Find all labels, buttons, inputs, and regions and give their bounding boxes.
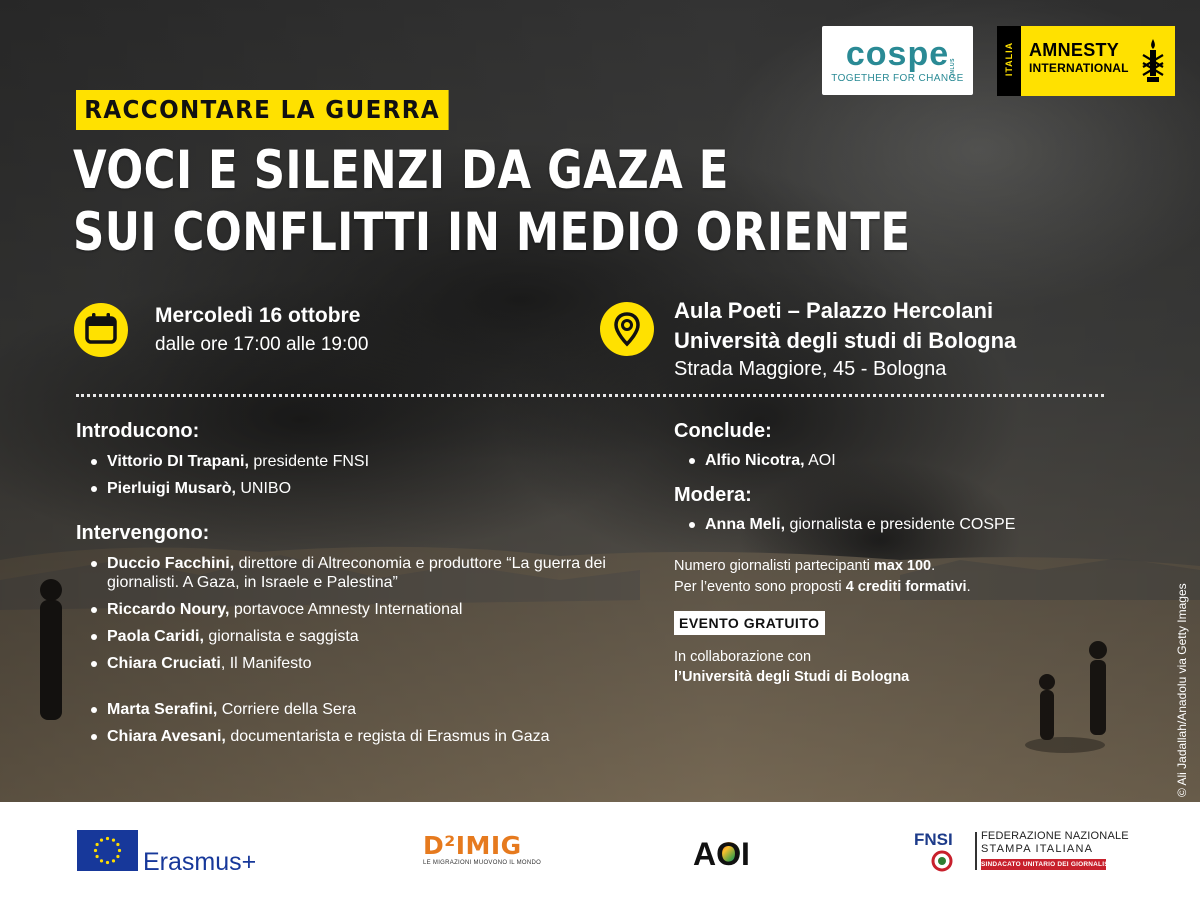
fnsi-emblem-icon xyxy=(930,850,954,872)
aoi-logo xyxy=(691,833,759,873)
list-item xyxy=(86,700,616,719)
introducono-list xyxy=(86,452,606,506)
cospe-onlus: ONLUS xyxy=(950,58,957,78)
speaker-role: portavoce Amnesty International xyxy=(229,601,463,618)
venue-address: Strada Maggiore, 45 - Bologna xyxy=(674,358,947,380)
speaker-role: Corriere della Sera xyxy=(217,701,356,718)
location-pin-icon xyxy=(600,302,654,356)
erasmus-logo: Erasmus+ xyxy=(143,848,257,876)
speaker-name: Marta Serafini, xyxy=(107,701,218,718)
speaker-name: Riccardo Noury, xyxy=(107,601,230,618)
amnesty-logo xyxy=(997,26,1175,96)
speaker-role: direttore di Altreconomia e produttore “La guerra dei giornalisti. A Gaza, in Israele e Palestina” xyxy=(107,555,606,591)
event-date: Mercoledì 16 ottobre xyxy=(155,304,361,327)
speaker-name: Alfio Nicotra, xyxy=(705,452,805,469)
calendar-icon xyxy=(74,303,128,357)
event-time: dalle ore 17:00 alle 19:00 xyxy=(155,334,369,355)
modera-heading: Modera: xyxy=(674,484,752,506)
participants-note xyxy=(674,557,1094,576)
credits-note xyxy=(674,578,1094,597)
cospe-logo xyxy=(822,26,973,95)
introducono-heading: Introducono: xyxy=(76,420,200,442)
eu-flag-icon xyxy=(77,830,138,871)
speaker-name: Chiara Avesani, xyxy=(107,728,226,745)
fnsi-line2: STAMPA ITALIANA xyxy=(981,843,1094,855)
page-title xyxy=(73,140,910,264)
list-item xyxy=(86,452,606,471)
participants-max: max 100 xyxy=(873,558,932,574)
fnsi-line1: FEDERAZIONE NAZIONALE xyxy=(981,830,1129,842)
speaker-name: Chiara Cruciati xyxy=(107,655,221,672)
fnsi-wordmark: FNSI xyxy=(914,830,953,849)
speaker-role: AOI xyxy=(804,452,836,469)
credits-end: . xyxy=(966,579,971,595)
participants-end: . xyxy=(931,558,936,574)
kicker-label: RACCONTARE LA GUERRA xyxy=(76,90,448,130)
speaker-name: Paola Caridi, xyxy=(107,628,204,645)
speaker-role: documentarista e regista di Erasmus in Gaza xyxy=(225,728,550,745)
amnesty-side-strip xyxy=(997,26,1021,96)
title-line-1: VOCI E SILENZI DA GAZA E xyxy=(73,140,729,201)
photo-credit xyxy=(1174,537,1190,797)
modera-list xyxy=(684,515,1104,542)
conclude-heading: Conclude: xyxy=(674,420,772,442)
list-item xyxy=(86,727,616,746)
list-item xyxy=(86,554,616,592)
credits-text: Per l’evento sono proposti xyxy=(674,579,846,595)
fnsi-logo xyxy=(914,830,1146,874)
speaker-name: Pierluigi Musarò, xyxy=(107,480,236,497)
list-item xyxy=(86,627,616,646)
candle-icon xyxy=(1140,37,1166,85)
collab-line-1: In collaborazione con xyxy=(674,649,812,665)
collab-line-2: l’Università degli Studi di Bologna xyxy=(674,669,910,685)
speaker-name: Duccio Facchini, xyxy=(107,555,235,572)
aoi-wordmark: AOI xyxy=(693,836,750,872)
venue-hall: Aula Poeti – Palazzo Hercolani xyxy=(674,298,994,323)
intervengono-list xyxy=(86,554,616,754)
photo-credit-text: © Ali Jadallah/Anadolu via Getty Images xyxy=(1175,583,1189,797)
speaker-role: giornalista e saggista xyxy=(203,628,359,645)
speaker-name: Vittorio DI Trapani, xyxy=(107,453,249,470)
list-item xyxy=(684,451,1104,470)
list-item xyxy=(86,600,616,619)
speaker-role: UNIBO xyxy=(235,480,292,497)
conclude-list xyxy=(684,451,1104,478)
dotted-divider xyxy=(76,394,1104,397)
amnesty-line2: INTERNATIONAL xyxy=(1029,61,1129,75)
participants-text: Numero giornalisti partecipanti xyxy=(674,558,874,574)
d2imig-wordmark: D²IMIG xyxy=(423,831,522,860)
fnsi-line3: SINDACATO UNITARIO DEI GIORNALISTI ITALIANI xyxy=(981,861,1146,868)
list-item xyxy=(86,654,616,673)
venue-university: Università degli studi di Bologna xyxy=(674,328,1017,353)
speaker-name: Anna Meli, xyxy=(705,516,786,533)
speaker-role: giornalista e presidente COSPE xyxy=(785,516,1016,533)
d2imig-tagline: LE MIGRAZIONI MUOVONO IL MONDO xyxy=(423,860,542,866)
amnesty-italia: ITALIA xyxy=(1004,41,1014,77)
cospe-wordmark xyxy=(845,35,957,78)
title-line-2: SUI CONFLITTI IN MEDIO ORIENTE xyxy=(73,202,911,263)
list-item xyxy=(684,515,1104,534)
free-event-badge: EVENTO GRATUITO xyxy=(674,611,825,635)
cospe-tagline: TOGETHER FOR CHANGE xyxy=(831,73,964,84)
list-item xyxy=(86,479,606,498)
amnesty-line1: AMNESTY xyxy=(1029,40,1120,60)
cospe-word: cospe xyxy=(845,35,950,73)
d2imig-logo xyxy=(423,831,542,871)
amnesty-wordmark xyxy=(1029,41,1129,77)
intervengono-heading: Intervengono: xyxy=(76,522,210,544)
speaker-role: presidente FNSI xyxy=(248,453,370,470)
speaker-role: , Il Manifesto xyxy=(220,655,312,672)
fnsi-divider xyxy=(975,832,977,870)
credits-count: 4 crediti formativi xyxy=(845,579,967,595)
